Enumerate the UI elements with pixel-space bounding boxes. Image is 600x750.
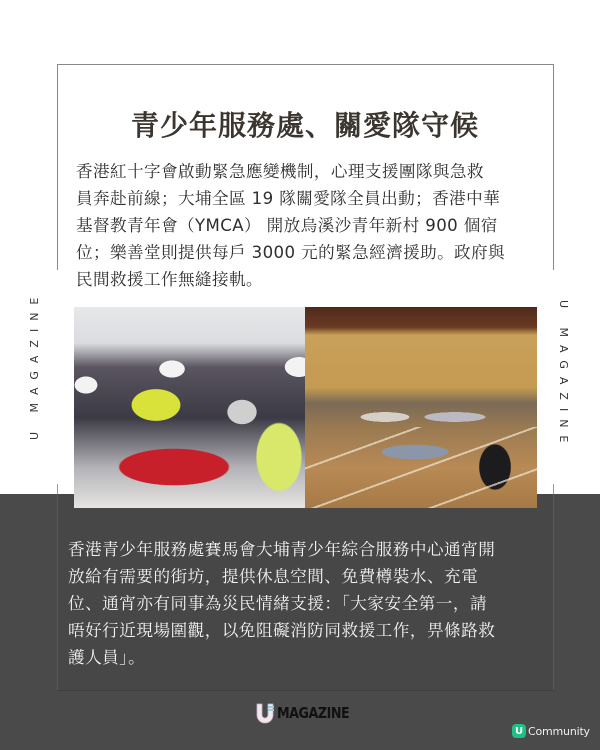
page-title: 青少年服務處、關愛隊守候 [130,109,479,142]
frame-border-left-lower [57,494,58,690]
body-line: 位、通宵亦有同事為災民情緒支援：「大家安全第一，請 [68,594,488,613]
frame-border-right-lower-light [553,484,554,494]
photo-rescue-stretcher [74,307,305,508]
side-label-left: U MAGAZINE [28,289,41,440]
u-community-logo [512,724,590,738]
intro-line: 民間救援工作無縫接軌。 [76,270,263,289]
intro-paragraph [76,158,546,293]
photo-strip [74,307,537,508]
body-line: 放給有需要的街坊，提供休息空間、免費樽裝水、充電 [68,567,479,586]
intro-line: 位；樂善堂則提供每戶 3000 元的緊急經濟援助。政府與 [76,243,506,262]
u-community-badge-icon: U [512,724,526,738]
frame-border-top [57,64,553,65]
intro-line: 香港紅十字會啟動緊急應變機制，心理支援團隊與急救 [76,162,484,181]
community-wordmark: Community [528,724,590,738]
body-line: 香港青少年服務處賽馬會大埔青少年綜合服務中心通宵開 [68,540,496,559]
body-line: 唔好行近現場圍觀，以免阻礙消防同救援工作，畀條路救 [68,621,496,640]
frame-border-left-lower-light [57,484,58,494]
body-paragraph [68,536,544,671]
intro-line: 基督教青年會（YMCA） 開放烏溪沙青年新村 900 個宿 [76,216,498,235]
photo-gym-shelter [305,307,537,508]
intro-line: 員奔赴前線；大埔全區 19 隊關愛隊全員出動；香港中華 [76,189,501,208]
frame-border-right-lower [553,494,554,690]
side-label-right: U MAGAZINE [557,300,570,451]
body-line: 護人員」。 [68,648,146,667]
u-logo-icon [255,702,275,724]
frame-border-bottom [57,690,554,691]
frame-border-right [553,64,554,270]
magazine-wordmark: MAGAZINE [277,704,350,722]
u-magazine-logo [255,700,362,726]
frame-border-left [57,64,58,270]
